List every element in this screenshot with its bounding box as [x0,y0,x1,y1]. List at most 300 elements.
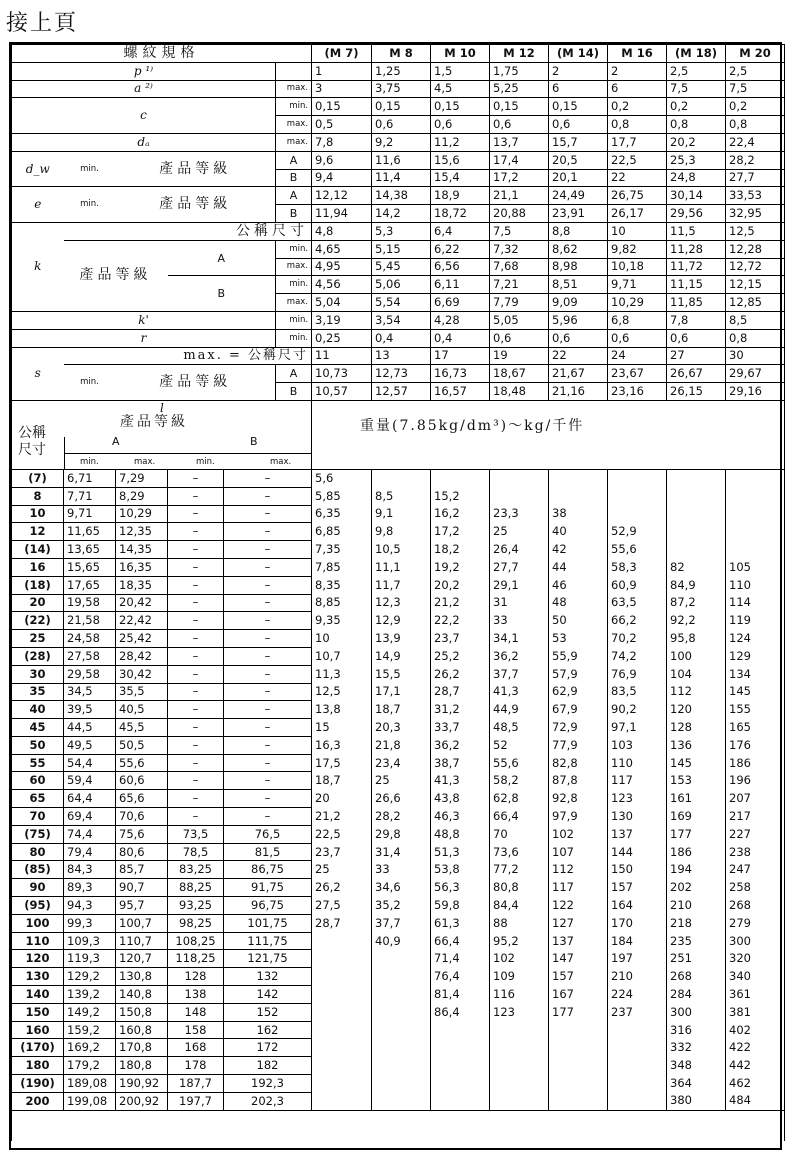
weight-cell: 59,8 [431,897,490,915]
value-cell: 6,56 [431,258,490,276]
value-cell: 22 [608,169,667,187]
value-cell: 18,48 [490,383,549,401]
weight-cell: 268 [667,968,726,986]
weight-cell [608,1021,667,1039]
weight-cell: 130 [608,808,667,826]
b-max: – [224,558,312,576]
value-cell: 4,95 [312,258,372,276]
value-cell: 11,6 [372,151,431,169]
weight-cell: 36,2 [490,647,549,665]
weight-cell: 119 [726,612,785,630]
qualifier: min. [276,240,312,258]
weight-cell: 177 [667,825,726,843]
weight-cell: 25 [312,861,372,879]
b-max: 182 [224,1057,312,1075]
qualifier: max. [276,294,312,312]
weight-cell: 13,9 [372,630,431,648]
length-nominal: 40 [12,701,64,719]
weight-cell: 9,35 [312,612,372,630]
b-max: 111,75 [224,932,312,950]
value-cell: 9,82 [608,240,667,258]
weight-cell [608,1075,667,1093]
weight-cell: 9,8 [372,523,431,541]
value-cell: 7,5 [490,222,549,240]
weight-cell: 61,3 [431,914,490,932]
weight-cell: 184 [608,932,667,950]
a-min: 199,08 [64,1092,116,1110]
value-cell: 12,12 [312,187,372,205]
b-max: 172 [224,1039,312,1057]
grade-letter: A [276,187,312,205]
a-max: 200,92 [116,1092,168,1110]
value-cell: 10,57 [312,383,372,401]
value-cell: 0,5 [312,116,372,134]
weight-cell: 38,7 [431,754,490,772]
weight-cell: 128 [667,719,726,737]
value-cell: 0,2 [667,98,726,116]
value-cell: 7,68 [490,258,549,276]
a-max: 120,7 [116,950,168,968]
weight-cell: 23,7 [312,843,372,861]
length-nominal: 140 [12,986,64,1004]
weight-cell: 147 [549,950,608,968]
table-row [12,576,785,594]
grade-letter: A [276,151,312,169]
a-min: 129,2 [64,968,116,986]
table-row [12,1003,785,1021]
a-max: 190,92 [116,1075,168,1093]
weight-cell: 97,1 [608,719,667,737]
qualifier [276,62,312,80]
weight-cell: 15 [312,719,372,737]
value-cell: 12,72 [726,258,785,276]
b-min: – [168,487,224,505]
length-nominal: 180 [12,1057,64,1075]
weight-cell: 25 [372,772,431,790]
weight-cell: 44 [549,558,608,576]
a-max: 160,8 [116,1021,168,1039]
table-row [12,808,785,826]
weight-cell: 5,85 [312,487,372,505]
b-min: – [168,808,224,826]
weight-cell [549,1039,608,1057]
weight-cell: 422 [726,1039,785,1057]
weight-cell [312,986,372,1004]
value-cell: 24 [608,347,667,365]
table-row [12,1021,785,1039]
weight-cell [549,1021,608,1039]
weight-cell: 18,2 [431,541,490,559]
value-cell: 0,8 [608,116,667,134]
value-cell: 7,8 [667,311,726,329]
value-cell: 0,6 [608,329,667,347]
table-row [12,1075,785,1093]
value-cell: 0,15 [549,98,608,116]
value-cell: 32,95 [726,205,785,223]
weight-cell: 52,9 [608,523,667,541]
qualifier: min. [276,98,312,116]
weight-cell: 8,85 [312,594,372,612]
weight-cell: 129 [726,647,785,665]
value-cell: 21,1 [490,187,549,205]
value-cell: 11,15 [667,276,726,294]
weight-cell: 83,5 [608,683,667,701]
a-max: 10,29 [116,505,168,523]
weight-cell: 137 [608,825,667,843]
a-min: 39,5 [64,701,116,719]
a-min: 49,5 [64,736,116,754]
weight-cell: 194 [667,861,726,879]
weight-cell: 235 [667,932,726,950]
weight-cell: 71,4 [431,950,490,968]
a-min: 149,2 [64,1003,116,1021]
weight-cell: 484 [726,1092,785,1110]
weight-cell: 84,4 [490,897,549,915]
length-nominal: (75) [12,825,64,843]
value-cell: 10,73 [312,365,372,383]
weight-cell: 247 [726,861,785,879]
table-row [12,843,785,861]
weight-cell: 27,7 [490,558,549,576]
weight-cell [667,541,726,559]
value-cell: 19 [490,347,549,365]
weight-cell [608,469,667,487]
weight-cell: 70,2 [608,630,667,648]
b-min: 108,25 [168,932,224,950]
value-cell: 11,72 [667,258,726,276]
a-max: 100,7 [116,914,168,932]
weight-cell: 21,2 [312,808,372,826]
value-cell: 6,11 [431,276,490,294]
a-min: 34,5 [64,683,116,701]
weight-cell: 17,2 [431,523,490,541]
value-cell: 0,4 [431,329,490,347]
weight-cell: 224 [608,986,667,1004]
weight-cell: 197 [608,950,667,968]
b-min: – [168,754,224,772]
symbol-label: e [12,187,64,223]
value-cell: 29,16 [726,383,785,401]
b-min: 98,25 [168,914,224,932]
weight-cell: 102 [549,825,608,843]
length-nominal: 25 [12,630,64,648]
table-row [12,825,785,843]
weight-cell: 16,2 [431,505,490,523]
weight-cell: 11,1 [372,558,431,576]
a-min: 159,2 [64,1021,116,1039]
size-header: M 10 [431,45,490,63]
a-max: 70,6 [116,808,168,826]
weight-cell [312,1057,372,1075]
value-cell: 10,29 [608,294,667,312]
weight-cell: 176 [726,736,785,754]
a-min: 89,3 [64,879,116,897]
value-cell: 0,6 [490,116,549,134]
a-max: 80,6 [116,843,168,861]
length-nominal: 45 [12,719,64,737]
b-max: – [224,808,312,826]
b-max: 81,5 [224,843,312,861]
qualifier: max. [276,80,312,98]
a-min: 6,71 [64,469,116,487]
weight-cell: 70 [490,825,549,843]
table-row [12,701,785,719]
weight-cell: 81,4 [431,986,490,1004]
weight-cell [608,1057,667,1075]
a-max: 30,42 [116,665,168,683]
weight-cell: 169 [667,808,726,826]
weight-cell: 43,8 [431,790,490,808]
table-row [12,754,785,772]
value-cell: 30,14 [667,187,726,205]
b-min: 128 [168,968,224,986]
a-min: 13,65 [64,541,116,559]
table-row [12,1092,785,1110]
weight-cell: 74,2 [608,647,667,665]
weight-cell [667,505,726,523]
weight-cell [431,1039,490,1057]
value-cell: 21,16 [549,383,608,401]
grade-label: 產品等級 [116,365,276,401]
value-cell: 27,7 [726,169,785,187]
weight-cell: 136 [667,736,726,754]
weight-cell: 53 [549,630,608,648]
weight-cell [431,1057,490,1075]
weight-cell: 87,2 [667,594,726,612]
weight-cell: 5,6 [312,469,372,487]
b-min: – [168,576,224,594]
value-cell: 12,28 [726,240,785,258]
weight-cell: 123 [608,790,667,808]
a-min: 9,71 [64,505,116,523]
qualifier: min. [276,311,312,329]
table-row [12,347,785,365]
weight-cell: 100 [667,647,726,665]
weight-cell: 117 [549,879,608,897]
weight-cell: 268 [726,897,785,915]
b-max: – [224,505,312,523]
b-min: 158 [168,1021,224,1039]
table-row [12,98,785,116]
value-cell: 11,28 [667,240,726,258]
a-max: 50,5 [116,736,168,754]
weight-cell: 110 [726,576,785,594]
length-nominal: (190) [12,1075,64,1093]
weight-cell: 82,8 [549,754,608,772]
weight-cell: 134 [726,665,785,683]
weight-cell: 38 [549,505,608,523]
value-cell: 8,5 [726,311,785,329]
value-cell: 15,6 [431,151,490,169]
b-min: – [168,469,224,487]
value-cell: 0,25 [312,329,372,347]
table-row [12,630,785,648]
weight-cell: 361 [726,986,785,1004]
value-cell: 5,25 [490,80,549,98]
a-max: 75,6 [116,825,168,843]
b-min: 78,5 [168,843,224,861]
weight-cell: 36,2 [431,736,490,754]
weight-cell: 44,9 [490,701,549,719]
value-cell: 14,38 [372,187,431,205]
table-row [12,365,785,383]
value-cell: 3,19 [312,311,372,329]
a-max: 95,7 [116,897,168,915]
weight-cell: 320 [726,950,785,968]
value-cell: 6,4 [431,222,490,240]
value-cell: 18,9 [431,187,490,205]
weight-cell [312,1021,372,1039]
weight-cell: 42 [549,541,608,559]
weight-cell: 6,35 [312,505,372,523]
weight-cell: 55,9 [549,647,608,665]
weight-cell: 76,9 [608,665,667,683]
col-min-B: min. [196,456,215,467]
table-row [12,736,785,754]
b-max: – [224,469,312,487]
weight-cell: 20,2 [431,576,490,594]
weight-cell: 21,8 [372,736,431,754]
weight-cell: 37,7 [372,914,431,932]
a-min: 59,4 [64,772,116,790]
a-max: 7,29 [116,469,168,487]
value-cell: 5,04 [312,294,372,312]
weight-cell: 26,2 [312,879,372,897]
weight-cell: 86,4 [431,1003,490,1021]
weight-cell: 17,5 [312,754,372,772]
b-min: 73,5 [168,825,224,843]
symbol-label: k' [12,311,276,329]
value-cell: 8,62 [549,240,608,258]
weight-cell: 51,3 [431,843,490,861]
table-row [12,790,785,808]
qualifier: max. [276,258,312,276]
weight-cell [490,469,549,487]
weight-cell: 12,9 [372,612,431,630]
weight-cell: 62,9 [549,683,608,701]
weight-cell: 127 [549,914,608,932]
value-cell: 0,6 [549,329,608,347]
value-cell: 3,54 [372,311,431,329]
value-cell: 11,94 [312,205,372,223]
weight-cell [312,968,372,986]
a-max: 16,35 [116,558,168,576]
grade-label: 產品等級 [120,413,188,430]
b-max: 132 [224,968,312,986]
weight-cell: 23,7 [431,630,490,648]
table-row [12,968,785,986]
symbol-label: c [12,98,276,134]
size-header: M 8 [372,45,431,63]
value-cell: 22,4 [726,133,785,151]
value-cell: 12,57 [372,383,431,401]
table-row [12,879,785,897]
weight-cell: 46 [549,576,608,594]
weight-cell: 34,6 [372,879,431,897]
a-max: 40,5 [116,701,168,719]
length-nominal-label: 公稱尺寸 [18,424,46,458]
weight-cell [372,968,431,986]
weight-cell: 112 [667,683,726,701]
weight-cell: 18,7 [372,701,431,719]
weight-cell: 107 [549,843,608,861]
value-cell: 20,5 [549,151,608,169]
a-min: 21,58 [64,612,116,630]
weight-cell: 48 [549,594,608,612]
value-cell: 15,4 [431,169,490,187]
dimension-table [11,44,785,1141]
a-max: 35,5 [116,683,168,701]
weight-cell: 26,4 [490,541,549,559]
length-nominal: 10 [12,505,64,523]
length-header [12,400,312,469]
symbol-label: k [12,222,64,311]
b-max: – [224,576,312,594]
grade-label: 產品等級 [116,187,276,223]
a-min: 119,3 [64,950,116,968]
value-cell: 10,18 [608,258,667,276]
a-max: 25,42 [116,630,168,648]
value-cell: 12,15 [726,276,785,294]
value-cell: 16,57 [431,383,490,401]
value-cell: 4,28 [431,311,490,329]
value-cell: 11 [312,347,372,365]
weight-cell [431,1092,490,1110]
weight-cell: 348 [667,1057,726,1075]
weight-cell [312,1092,372,1110]
length-nominal: 200 [12,1092,64,1110]
weight-cell [431,1021,490,1039]
b-max: – [224,523,312,541]
symbol-label: dₐ [12,133,276,151]
b-min: – [168,523,224,541]
weight-cell: 218 [667,914,726,932]
table-row [12,541,785,559]
weight-cell: 112 [549,861,608,879]
weight-cell: 20,3 [372,719,431,737]
b-min: 93,25 [168,897,224,915]
weight-cell: 124 [726,630,785,648]
weight-cell [372,1021,431,1039]
weight-cell: 279 [726,914,785,932]
b-min: – [168,772,224,790]
weight-cell: 25 [490,523,549,541]
length-nominal: (28) [12,647,64,665]
weight-cell: 87,8 [549,772,608,790]
a-max: 110,7 [116,932,168,950]
b-max: 192,3 [224,1075,312,1093]
weight-cell: 95,8 [667,630,726,648]
value-cell: 18,67 [490,365,549,383]
weight-note: 重量(7.85kg/dm³)～kg/千件 [312,400,785,469]
weight-cell: 12,3 [372,594,431,612]
value-cell: 24,8 [667,169,726,187]
b-max: – [224,790,312,808]
table-row [12,133,785,151]
weight-cell: 102 [490,950,549,968]
weight-cell: 84,9 [667,576,726,594]
a-max: 60,6 [116,772,168,790]
b-min: – [168,665,224,683]
weight-cell: 40,9 [372,932,431,950]
table-row [12,612,785,630]
weight-cell [726,469,785,487]
value-cell: 17,4 [490,151,549,169]
b-min: 88,25 [168,879,224,897]
b-max: – [224,754,312,772]
weight-cell: 251 [667,950,726,968]
length-nominal: 50 [12,736,64,754]
